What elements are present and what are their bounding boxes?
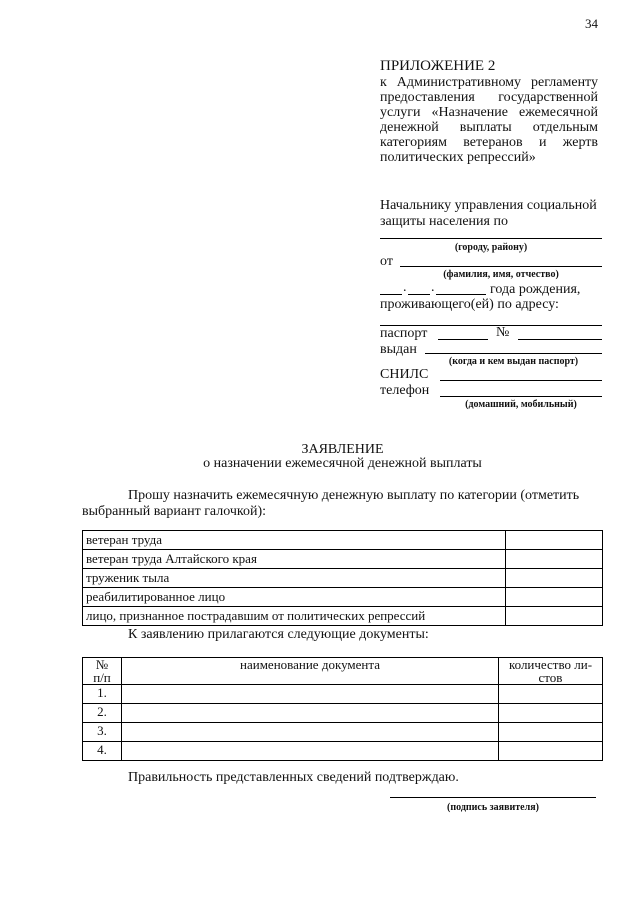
snils-line[interactable] [440, 380, 602, 381]
col-name-header: наименование документа [122, 658, 499, 685]
category-row [83, 607, 603, 626]
category-row [83, 569, 603, 588]
category-label: ветеран труда Алтайского края [83, 550, 506, 569]
request-line2: выбранный вариант галочкой): [82, 504, 267, 519]
statement-subtitle: о назначении ежемесячной денежной выплаты [203, 456, 482, 471]
name-line[interactable] [400, 266, 602, 267]
category-checkbox[interactable] [506, 588, 603, 607]
col-num-line2: п/п [93, 670, 111, 685]
statement-title: ЗАЯВЛЕНИЕ [301, 442, 384, 457]
col-count-line1: количество ли- [508, 657, 593, 672]
request-line1: Прошу назначить ежемесячную денежную выплату по категории (отметить [128, 488, 580, 503]
category-checkbox[interactable] [506, 550, 603, 569]
categories-table [82, 530, 603, 626]
category-checkbox[interactable] [506, 531, 603, 550]
passport-series-line[interactable] [438, 339, 488, 340]
addressee-line2: защиты населения по [380, 214, 508, 229]
row-number: 1. [83, 685, 122, 704]
number-sign: № [496, 325, 510, 340]
category-label: реабилитированное лицо [83, 588, 506, 607]
doc-count-cell[interactable] [499, 742, 603, 761]
birth-year-line[interactable] [436, 294, 486, 295]
doc-name-cell[interactable] [122, 742, 499, 761]
table-row [83, 723, 603, 742]
table-row [83, 704, 603, 723]
doc-count-cell[interactable] [499, 685, 603, 704]
phone-hint: (домашний, мобильный) [465, 399, 577, 410]
city-line[interactable] [380, 238, 602, 239]
row-number: 4. [83, 742, 122, 761]
issued-line[interactable] [425, 353, 602, 354]
row-number: 3. [83, 723, 122, 742]
confirm-text: Правильность представленных сведений подтверждаю. [128, 770, 459, 785]
signature-hint: (подпись заявителя) [447, 802, 539, 813]
phone-line[interactable] [440, 396, 602, 397]
signature-line[interactable] [390, 797, 596, 798]
issued-hint: (когда и кем выдан паспорт) [448, 356, 579, 367]
name-hint: (фамилия, имя, отчество) [443, 269, 559, 280]
snils-label: СНИЛС [380, 367, 429, 382]
doc-name-cell[interactable] [122, 723, 499, 742]
issued-label: выдан [380, 342, 417, 357]
documents-intro: К заявлению прилагаются следующие документы: [128, 627, 429, 642]
category-label: труженик тыла [83, 569, 506, 588]
table-row [83, 742, 603, 761]
birth-year-label: года рождения, [490, 282, 581, 297]
col-num-line1: № [95, 657, 109, 672]
category-checkbox[interactable] [506, 607, 603, 626]
category-checkbox[interactable] [506, 569, 603, 588]
table-row [83, 685, 603, 704]
page-number: 34 [585, 16, 598, 31]
documents-header [83, 658, 603, 685]
doc-count-cell[interactable] [499, 723, 603, 742]
appendix-text: к Административному регламенту предоставления государственной услуги «Назначение ежемесячной денежной выплаты отдельным категориям ветеранов и жертв политических репрессий» [380, 75, 598, 165]
passport-number-line[interactable] [518, 339, 602, 340]
passport-label: паспорт [380, 326, 428, 341]
doc-name-cell[interactable] [122, 685, 499, 704]
row-number: 2. [83, 704, 122, 723]
doc-count-cell[interactable] [499, 704, 603, 723]
addressee-line1: Начальнику управления социальной [380, 198, 597, 213]
birth-day-line[interactable] [380, 294, 402, 295]
doc-name-cell[interactable] [122, 704, 499, 723]
col-count-line2: стов [538, 670, 563, 685]
documents-table [82, 657, 603, 761]
from-label: от [380, 254, 393, 269]
phone-label: телефон [380, 383, 430, 398]
birth-month-line[interactable] [408, 294, 430, 295]
category-label: ветеран труда [83, 531, 506, 550]
city-hint: (городу, району) [454, 242, 528, 253]
residing-label: проживающего(ей) по адресу: [380, 297, 559, 312]
category-row [83, 588, 603, 607]
category-label: лицо, признанное пострадавшим от политических репрессий [83, 607, 506, 626]
appendix-title: ПРИЛОЖЕНИЕ 2 [380, 58, 496, 74]
category-row [83, 531, 603, 550]
category-row [83, 550, 603, 569]
